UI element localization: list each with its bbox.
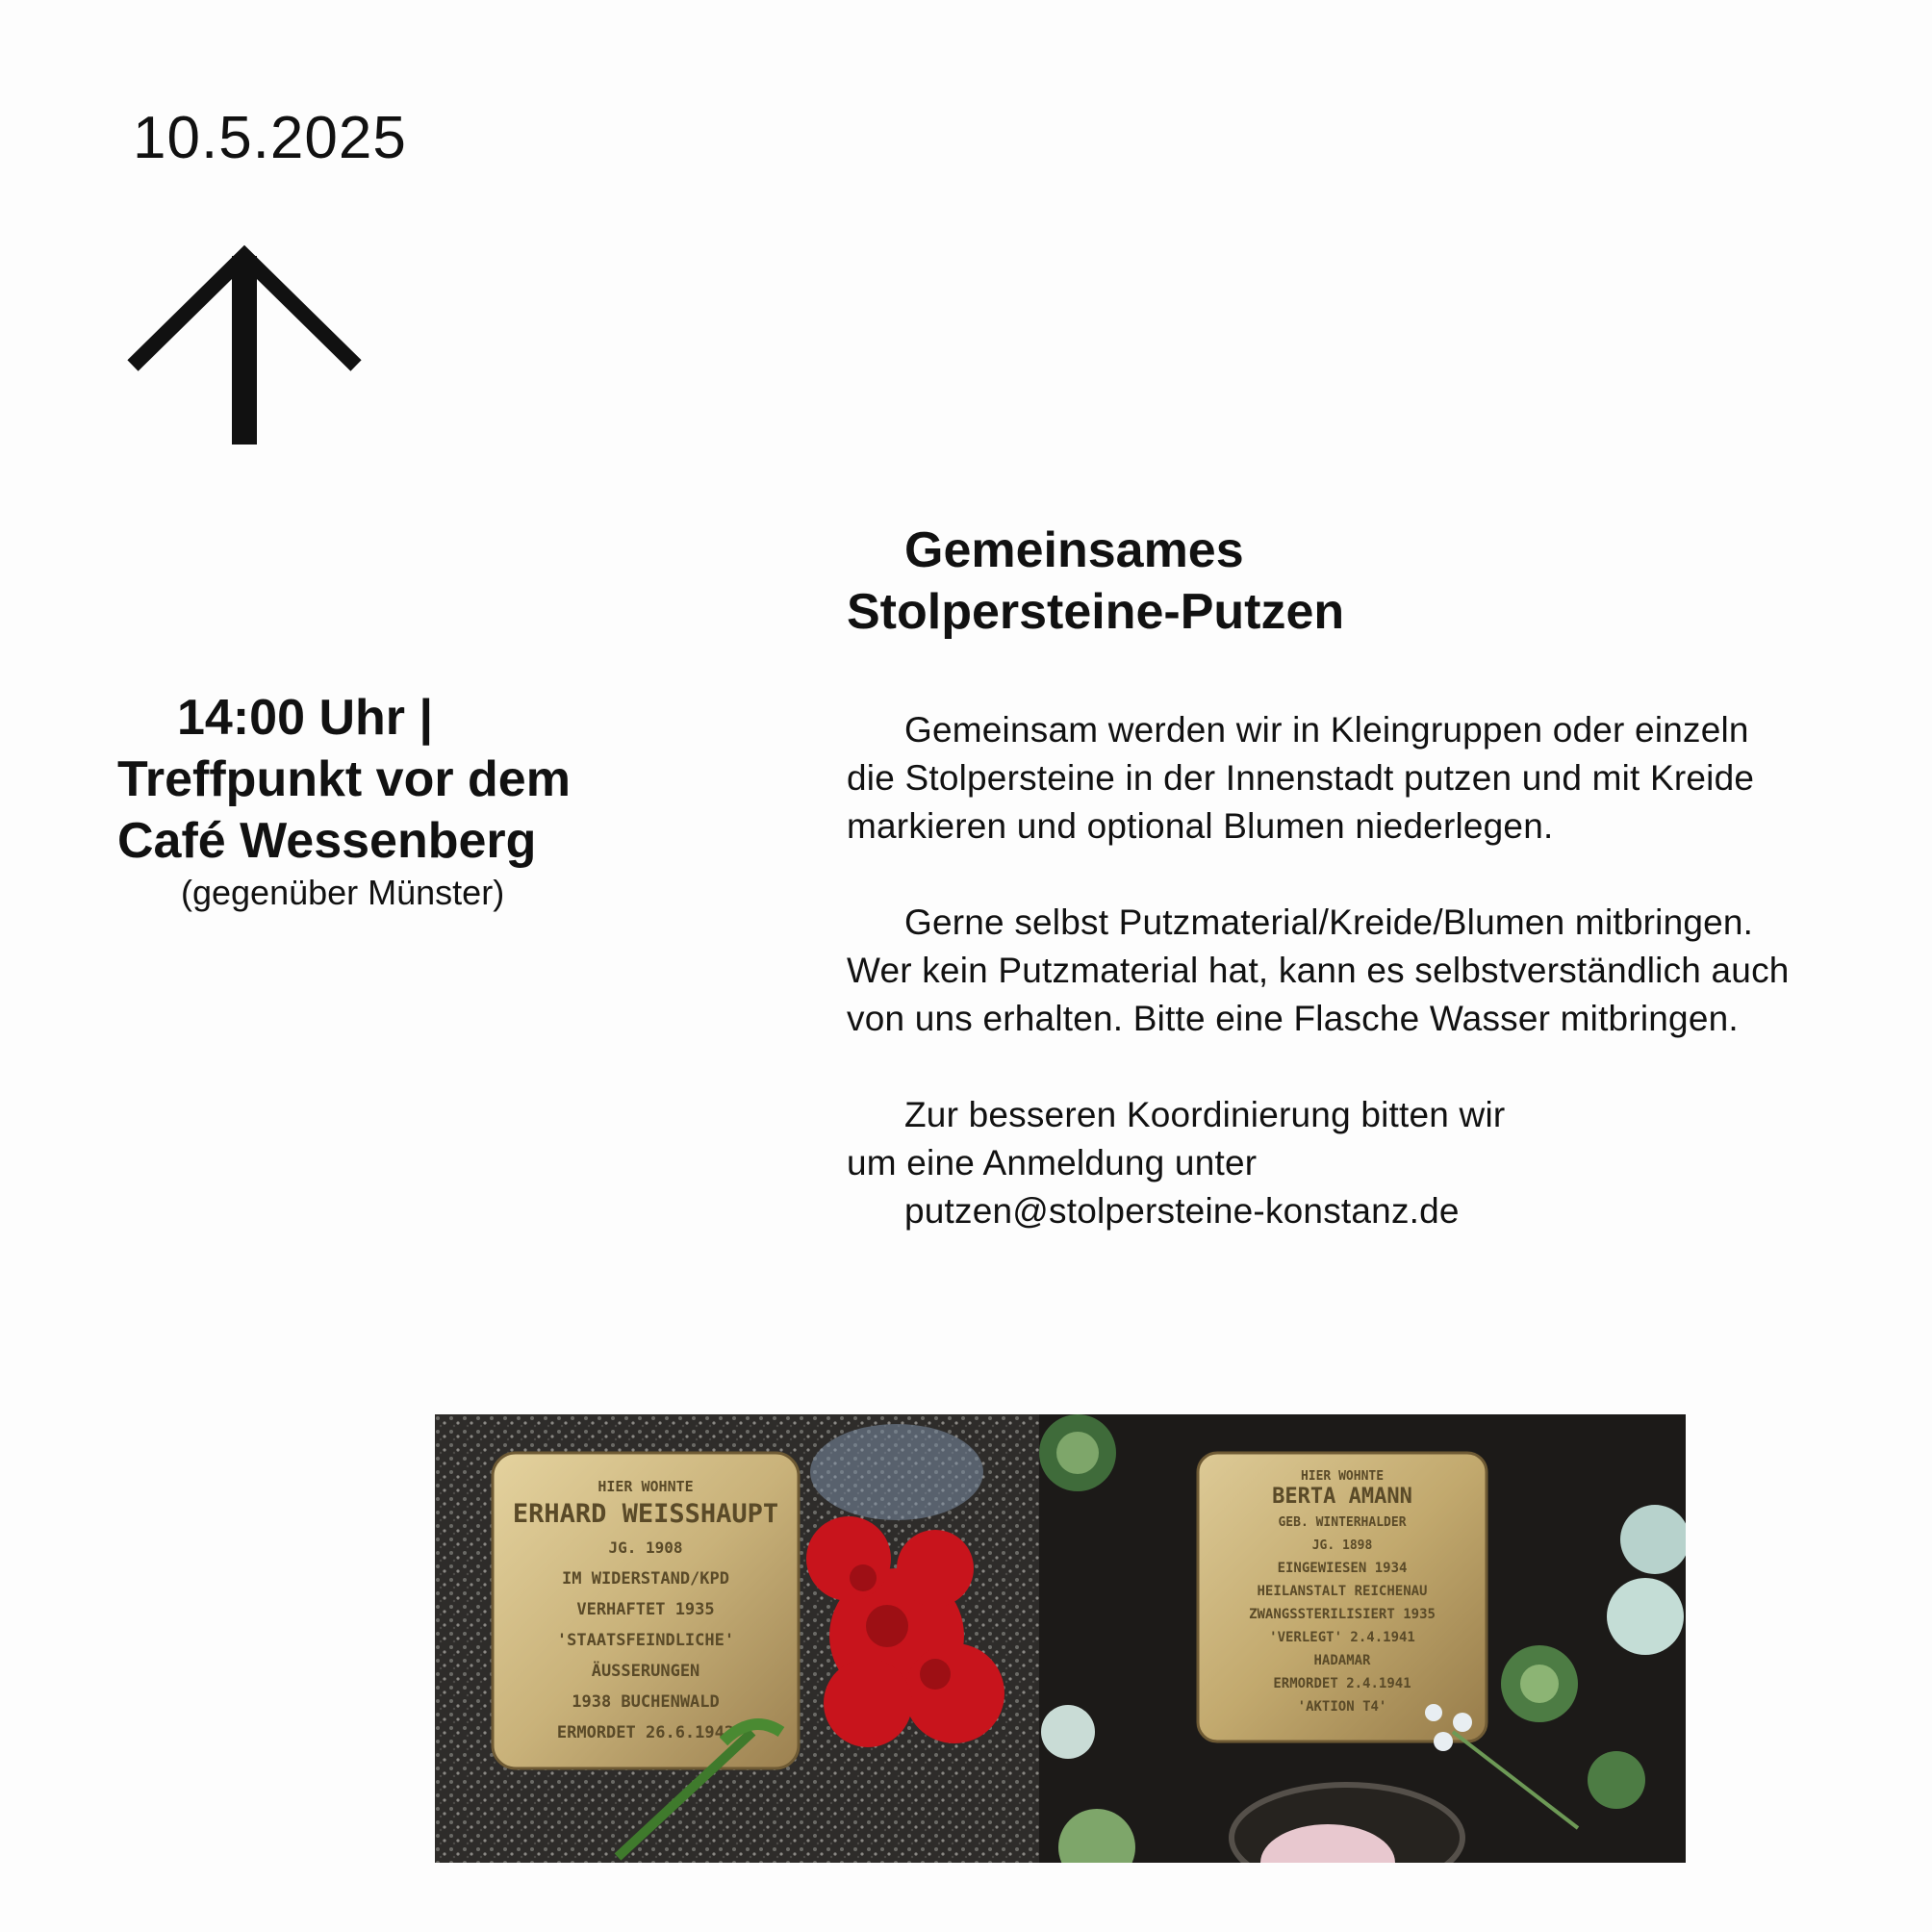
photo-stolperstein-amann xyxy=(1039,1414,1686,1863)
stone-inscription-line: 1938 BUCHENWALD xyxy=(572,1692,720,1712)
stone-inscription-line: EINGEWIESEN 1934 xyxy=(1277,1561,1408,1576)
meeting-note: (gegenüber Münster) xyxy=(181,873,505,912)
paragraph-2 xyxy=(847,899,1790,1043)
meeting-place-line2: Café Wessenberg xyxy=(117,813,537,869)
arrow-up-icon xyxy=(125,239,368,451)
photo-strip xyxy=(435,1414,1686,1863)
stone-inscription-line: 'STAATSFEINDLICHE' xyxy=(556,1631,735,1650)
stone-inscription-line: HIER WOHNTE xyxy=(597,1478,694,1495)
stone-inscription-line: 'VERLEGT' 2.4.1941 xyxy=(1269,1630,1415,1645)
stone-inscription-line: VERHAFTET 1935 xyxy=(576,1600,715,1619)
stone-inscription-line: ZWANGSSTERILISIERT 1935 xyxy=(1249,1607,1436,1622)
event-title xyxy=(847,520,1344,643)
event-description xyxy=(847,706,1790,1284)
stone-inscription-line: HEILANSTALT REICHENAU xyxy=(1257,1584,1428,1599)
paragraph-3 xyxy=(847,1091,1790,1235)
paragraph-line: Wer kein Putzmaterial hat, kann es selbstverständlich auch xyxy=(847,951,1790,990)
stone-inscription-line: ÄUSSERUNGEN xyxy=(591,1662,700,1681)
meeting-info xyxy=(117,687,571,914)
stone-inscription-line: ERHARD WEISSHAUPT xyxy=(512,1499,779,1529)
paragraph-line: um eine Anmeldung unter xyxy=(847,1143,1258,1182)
stone-inscription-line: HADAMAR xyxy=(1313,1653,1371,1668)
paragraph-line: von uns erhalten. Bitte eine Flasche Wasser mitbringen. xyxy=(847,999,1739,1038)
meeting-place-line1: Treffpunkt vor dem xyxy=(117,751,571,807)
stone-inscription-line: GEB. WINTERHALDER xyxy=(1278,1515,1407,1530)
event-title-line1: Gemeinsames xyxy=(904,522,1244,578)
date: 10.5.2025 xyxy=(133,105,407,171)
paragraph-line: Zur besseren Koordinierung bitten wir xyxy=(904,1095,1506,1134)
meeting-time: 14:00 Uhr | xyxy=(177,690,433,746)
paragraph-line: Gemeinsam werden wir in Kleingruppen oder einzeln xyxy=(904,710,1749,750)
photo-stolperstein-weisshaupt xyxy=(435,1414,1039,1863)
stone-inscription-line: 'AKTION T4' xyxy=(1297,1699,1387,1715)
registration-email[interactable]: putzen@stolpersteine-konstanz.de xyxy=(904,1191,1460,1231)
stone-inscription-line: JG. 1898 xyxy=(1311,1538,1373,1553)
stone-inscription-line: IM WIDERSTAND/KPD xyxy=(562,1569,729,1589)
stone-inscription-line: BERTA AMANN xyxy=(1272,1485,1412,1509)
paragraph-line: Gerne selbst Putzmaterial/Kreide/Blumen mitbringen. xyxy=(904,902,1754,942)
stone-inscription-line: ERMORDET 26.6.1942 xyxy=(556,1723,735,1742)
event-title-line2: Stolpersteine-Putzen xyxy=(847,584,1345,640)
paragraph-1 xyxy=(847,706,1790,851)
paragraph-line: die Stolpersteine in der Innenstadt putzen und mit Kreide xyxy=(847,758,1755,798)
stone-inscription-line: ERMORDET 2.4.1941 xyxy=(1273,1676,1411,1691)
stone-inscription-line: HIER WOHNTE xyxy=(1300,1469,1385,1484)
stone-inscription-line: JG. 1908 xyxy=(608,1538,683,1557)
paragraph-line: markieren und optional Blumen niederlegen. xyxy=(847,806,1554,846)
